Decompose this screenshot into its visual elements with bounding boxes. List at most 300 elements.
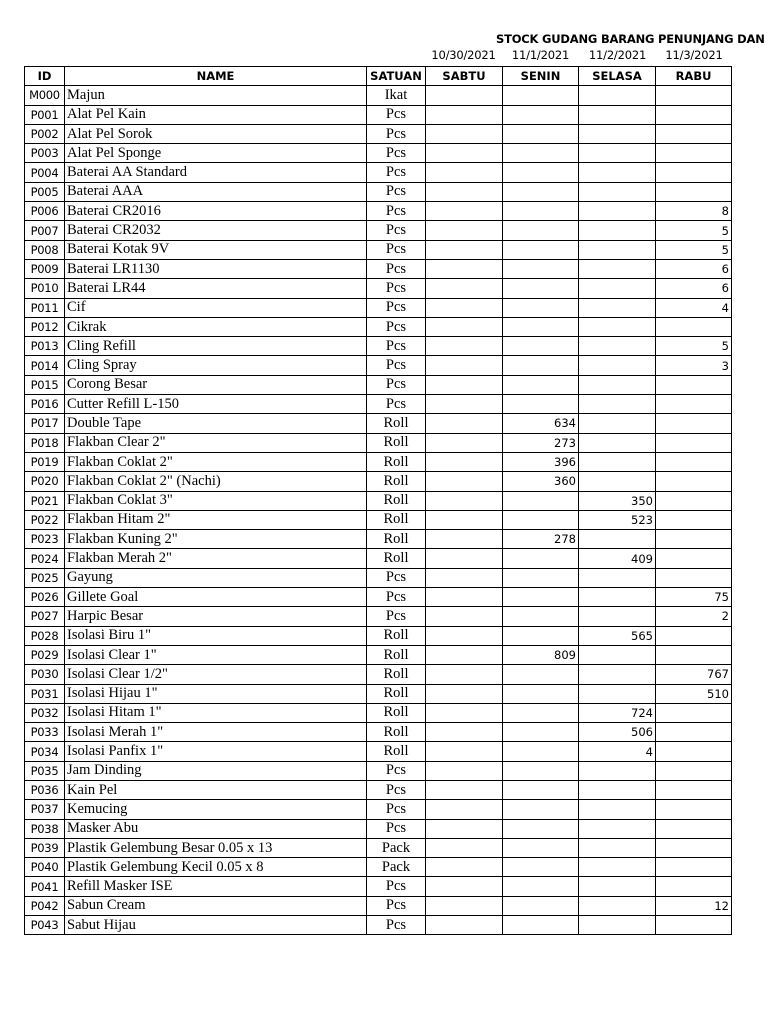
cell-sabtu[interactable] [426,780,503,799]
cell-name[interactable]: Baterai LR1130 [65,259,367,278]
cell-sabtu[interactable] [426,742,503,761]
cell-selasa[interactable] [579,279,656,298]
cell-selasa[interactable]: 506 [579,723,656,742]
cell-id[interactable]: P012 [25,317,65,336]
cell-rabu[interactable]: 5 [656,337,732,356]
cell-id[interactable]: P030 [25,665,65,684]
cell-sabtu[interactable] [426,414,503,433]
cell-name[interactable]: Double Tape [65,414,367,433]
cell-id[interactable]: P024 [25,549,65,568]
cell-name[interactable]: Baterai AAA [65,182,367,201]
cell-rabu[interactable]: 8 [656,202,732,221]
cell-name[interactable]: Isolasi Clear 1" [65,645,367,664]
cell-selasa[interactable] [579,105,656,124]
cell-id[interactable]: P041 [25,877,65,896]
cell-id[interactable]: P026 [25,588,65,607]
cell-selasa[interactable] [579,858,656,877]
cell-rabu[interactable]: 767 [656,665,732,684]
cell-rabu[interactable]: 5 [656,221,732,240]
cell-name[interactable]: Baterai CR2032 [65,221,367,240]
cell-sabtu[interactable] [426,607,503,626]
cell-name[interactable]: Flakban Kuning 2" [65,530,367,549]
cell-senin[interactable]: 396 [503,452,579,471]
cell-rabu[interactable]: 6 [656,279,732,298]
cell-name[interactable]: Plastik Gelembung Kecil 0.05 x 8 [65,858,367,877]
cell-id[interactable]: P040 [25,858,65,877]
cell-name[interactable]: Kemucing [65,800,367,819]
cell-satuan[interactable]: Pcs [367,144,426,163]
cell-rabu[interactable]: 5 [656,240,732,259]
cell-senin[interactable]: 278 [503,530,579,549]
cell-sabtu[interactable] [426,819,503,838]
cell-name[interactable]: Isolasi Panfix 1" [65,742,367,761]
cell-senin[interactable] [503,240,579,259]
cell-id[interactable]: P013 [25,337,65,356]
cell-selasa[interactable] [579,607,656,626]
cell-sabtu[interactable] [426,684,503,703]
cell-senin[interactable] [503,819,579,838]
cell-rabu[interactable] [656,761,732,780]
cell-satuan[interactable]: Pcs [367,259,426,278]
cell-rabu[interactable] [656,819,732,838]
cell-senin[interactable] [503,491,579,510]
cell-senin[interactable] [503,510,579,529]
cell-rabu[interactable] [656,645,732,664]
cell-id[interactable]: P043 [25,916,65,935]
cell-id[interactable]: P001 [25,105,65,124]
cell-id[interactable]: P006 [25,202,65,221]
cell-rabu[interactable] [656,568,732,587]
cell-satuan[interactable]: Pack [367,858,426,877]
cell-senin[interactable] [503,877,579,896]
cell-senin[interactable] [503,202,579,221]
cell-name[interactable]: Isolasi Biru 1" [65,626,367,645]
cell-name[interactable]: Alat Pel Sponge [65,144,367,163]
cell-name[interactable]: Corong Besar [65,375,367,394]
cell-satuan[interactable]: Roll [367,414,426,433]
cell-selasa[interactable] [579,684,656,703]
cell-satuan[interactable]: Roll [367,530,426,549]
cell-selasa[interactable] [579,877,656,896]
cell-sabtu[interactable] [426,549,503,568]
cell-id[interactable]: P038 [25,819,65,838]
cell-satuan[interactable]: Pcs [367,395,426,414]
cell-name[interactable]: Masker Abu [65,819,367,838]
cell-satuan[interactable]: Pcs [367,221,426,240]
cell-id[interactable]: P034 [25,742,65,761]
cell-selasa[interactable] [579,202,656,221]
cell-selasa[interactable]: 565 [579,626,656,645]
cell-id[interactable]: P005 [25,182,65,201]
cell-sabtu[interactable] [426,337,503,356]
cell-id[interactable]: P020 [25,472,65,491]
cell-senin[interactable] [503,858,579,877]
cell-selasa[interactable] [579,530,656,549]
cell-selasa[interactable] [579,568,656,587]
cell-rabu[interactable] [656,780,732,799]
cell-satuan[interactable]: Pcs [367,607,426,626]
cell-selasa[interactable]: 350 [579,491,656,510]
cell-id[interactable]: P007 [25,221,65,240]
cell-rabu[interactable] [656,105,732,124]
cell-senin[interactable] [503,780,579,799]
cell-rabu[interactable]: 75 [656,588,732,607]
cell-selasa[interactable] [579,665,656,684]
cell-id[interactable]: P019 [25,452,65,471]
cell-id[interactable]: P014 [25,356,65,375]
cell-sabtu[interactable] [426,221,503,240]
cell-satuan[interactable]: Ikat [367,86,426,105]
cell-id[interactable]: P035 [25,761,65,780]
cell-satuan[interactable]: Pcs [367,240,426,259]
cell-senin[interactable] [503,703,579,722]
cell-name[interactable]: Refill Masker ISE [65,877,367,896]
header-rabu[interactable]: RABU [656,67,732,86]
cell-id[interactable]: P011 [25,298,65,317]
cell-senin[interactable] [503,742,579,761]
cell-rabu[interactable] [656,549,732,568]
cell-selasa[interactable] [579,645,656,664]
cell-satuan[interactable]: Pcs [367,182,426,201]
cell-sabtu[interactable] [426,279,503,298]
cell-name[interactable]: Gayung [65,568,367,587]
cell-sabtu[interactable] [426,105,503,124]
cell-satuan[interactable]: Pcs [367,279,426,298]
cell-satuan[interactable]: Roll [367,665,426,684]
cell-name[interactable]: Isolasi Clear 1/2" [65,665,367,684]
cell-rabu[interactable]: 3 [656,356,732,375]
cell-satuan[interactable]: Pcs [367,105,426,124]
cell-name[interactable]: Cutter Refill L-150 [65,395,367,414]
cell-sabtu[interactable] [426,356,503,375]
cell-rabu[interactable] [656,375,732,394]
cell-sabtu[interactable] [426,858,503,877]
cell-rabu[interactable] [656,395,732,414]
cell-id[interactable]: P032 [25,703,65,722]
cell-senin[interactable] [503,916,579,935]
cell-selasa[interactable] [579,433,656,452]
cell-rabu[interactable] [656,144,732,163]
cell-selasa[interactable] [579,896,656,915]
cell-rabu[interactable]: 4 [656,298,732,317]
cell-name[interactable]: Flakban Clear 2" [65,433,367,452]
cell-selasa[interactable] [579,124,656,143]
cell-sabtu[interactable] [426,395,503,414]
cell-senin[interactable] [503,761,579,780]
cell-satuan[interactable]: Pcs [367,877,426,896]
cell-satuan[interactable]: Pcs [367,800,426,819]
cell-satuan[interactable]: Pcs [367,761,426,780]
cell-senin[interactable] [503,395,579,414]
cell-selasa[interactable] [579,395,656,414]
cell-name[interactable]: Baterai AA Standard [65,163,367,182]
cell-rabu[interactable]: 12 [656,896,732,915]
cell-sabtu[interactable] [426,877,503,896]
cell-name[interactable]: Jam Dinding [65,761,367,780]
cell-sabtu[interactable] [426,452,503,471]
cell-senin[interactable] [503,86,579,105]
cell-id[interactable]: P033 [25,723,65,742]
cell-name[interactable]: Kain Pel [65,780,367,799]
cell-sabtu[interactable] [426,703,503,722]
cell-sabtu[interactable] [426,240,503,259]
cell-satuan[interactable]: Roll [367,703,426,722]
cell-rabu[interactable] [656,452,732,471]
cell-senin[interactable] [503,317,579,336]
cell-sabtu[interactable] [426,298,503,317]
cell-name[interactable]: Flakban Coklat 2" [65,452,367,471]
cell-selasa[interactable] [579,838,656,857]
cell-satuan[interactable]: Pcs [367,356,426,375]
header-satuan[interactable]: SATUAN [367,67,426,86]
cell-satuan[interactable]: Pcs [367,916,426,935]
cell-name[interactable]: Isolasi Hitam 1" [65,703,367,722]
cell-id[interactable]: P042 [25,896,65,915]
cell-selasa[interactable] [579,298,656,317]
cell-name[interactable]: Majun [65,86,367,105]
cell-sabtu[interactable] [426,491,503,510]
cell-id[interactable]: P039 [25,838,65,857]
header-name[interactable]: NAME [65,67,367,86]
cell-senin[interactable] [503,124,579,143]
cell-senin[interactable] [503,723,579,742]
cell-selasa[interactable] [579,337,656,356]
cell-id[interactable]: P023 [25,530,65,549]
cell-id[interactable]: P015 [25,375,65,394]
cell-rabu[interactable] [656,723,732,742]
cell-selasa[interactable] [579,761,656,780]
cell-sabtu[interactable] [426,472,503,491]
cell-id[interactable]: P017 [25,414,65,433]
cell-rabu[interactable]: 2 [656,607,732,626]
cell-senin[interactable] [503,838,579,857]
cell-senin[interactable] [503,144,579,163]
cell-selasa[interactable]: 523 [579,510,656,529]
cell-senin[interactable] [503,298,579,317]
cell-senin[interactable] [503,665,579,684]
cell-id[interactable]: P031 [25,684,65,703]
cell-rabu[interactable] [656,163,732,182]
cell-satuan[interactable]: Roll [367,452,426,471]
cell-senin[interactable] [503,588,579,607]
cell-senin[interactable]: 273 [503,433,579,452]
header-senin[interactable]: SENIN [503,67,579,86]
cell-satuan[interactable]: Pcs [367,317,426,336]
cell-satuan[interactable]: Roll [367,723,426,742]
cell-sabtu[interactable] [426,433,503,452]
cell-id[interactable]: P010 [25,279,65,298]
cell-name[interactable]: Harpic Besar [65,607,367,626]
cell-rabu[interactable] [656,491,732,510]
cell-sabtu[interactable] [426,838,503,857]
cell-name[interactable]: Flakban Coklat 3" [65,491,367,510]
cell-rabu[interactable]: 6 [656,259,732,278]
cell-senin[interactable] [503,568,579,587]
cell-satuan[interactable]: Pcs [367,375,426,394]
cell-name[interactable]: Cif [65,298,367,317]
cell-satuan[interactable]: Pcs [367,163,426,182]
cell-sabtu[interactable] [426,665,503,684]
cell-selasa[interactable] [579,780,656,799]
cell-id[interactable]: P008 [25,240,65,259]
header-sabtu[interactable]: SABTU [426,67,503,86]
cell-id[interactable]: P016 [25,395,65,414]
cell-selasa[interactable]: 724 [579,703,656,722]
cell-id[interactable]: P002 [25,124,65,143]
cell-sabtu[interactable] [426,800,503,819]
cell-selasa[interactable] [579,819,656,838]
cell-satuan[interactable]: Pcs [367,780,426,799]
cell-selasa[interactable] [579,144,656,163]
cell-sabtu[interactable] [426,530,503,549]
cell-id[interactable]: P022 [25,510,65,529]
cell-id[interactable]: P018 [25,433,65,452]
cell-rabu[interactable] [656,800,732,819]
cell-sabtu[interactable] [426,144,503,163]
cell-selasa[interactable] [579,221,656,240]
cell-senin[interactable] [503,607,579,626]
cell-rabu[interactable] [656,838,732,857]
cell-selasa[interactable]: 4 [579,742,656,761]
cell-senin[interactable] [503,375,579,394]
cell-sabtu[interactable] [426,124,503,143]
cell-rabu[interactable] [656,703,732,722]
cell-satuan[interactable]: Pack [367,838,426,857]
cell-name[interactable]: Sabut Hijau [65,916,367,935]
cell-satuan[interactable]: Pcs [367,337,426,356]
cell-name[interactable]: Baterai Kotak 9V [65,240,367,259]
cell-rabu[interactable] [656,858,732,877]
cell-name[interactable]: Flakban Merah 2" [65,549,367,568]
cell-selasa[interactable] [579,259,656,278]
cell-rabu[interactable] [656,86,732,105]
cell-id[interactable]: M000 [25,86,65,105]
cell-selasa[interactable] [579,800,656,819]
cell-senin[interactable] [503,279,579,298]
cell-sabtu[interactable] [426,916,503,935]
cell-sabtu[interactable] [426,626,503,645]
cell-name[interactable]: Plastik Gelembung Besar 0.05 x 13 [65,838,367,857]
cell-sabtu[interactable] [426,202,503,221]
cell-senin[interactable] [503,105,579,124]
cell-selasa[interactable] [579,240,656,259]
cell-satuan[interactable]: Roll [367,510,426,529]
cell-selasa[interactable] [579,472,656,491]
cell-senin[interactable] [503,896,579,915]
cell-satuan[interactable]: Roll [367,742,426,761]
cell-sabtu[interactable] [426,645,503,664]
cell-rabu[interactable] [656,626,732,645]
cell-sabtu[interactable] [426,588,503,607]
cell-selasa[interactable]: 409 [579,549,656,568]
cell-sabtu[interactable] [426,86,503,105]
cell-id[interactable]: P003 [25,144,65,163]
cell-rabu[interactable] [656,433,732,452]
cell-name[interactable]: Baterai CR2016 [65,202,367,221]
cell-rabu[interactable] [656,317,732,336]
cell-senin[interactable] [503,356,579,375]
header-selasa[interactable]: SELASA [579,67,656,86]
cell-id[interactable]: P037 [25,800,65,819]
cell-id[interactable]: P027 [25,607,65,626]
cell-selasa[interactable] [579,317,656,336]
cell-selasa[interactable] [579,86,656,105]
cell-senin[interactable] [503,182,579,201]
cell-id[interactable]: P028 [25,626,65,645]
cell-name[interactable]: Alat Pel Kain [65,105,367,124]
cell-rabu[interactable] [656,742,732,761]
cell-rabu[interactable] [656,510,732,529]
cell-senin[interactable] [503,163,579,182]
cell-satuan[interactable]: Roll [367,491,426,510]
cell-name[interactable]: Flakban Hitam 2" [65,510,367,529]
cell-sabtu[interactable] [426,510,503,529]
cell-name[interactable]: Cling Refill [65,337,367,356]
cell-name[interactable]: Gillete Goal [65,588,367,607]
cell-satuan[interactable]: Pcs [367,819,426,838]
cell-senin[interactable] [503,259,579,278]
cell-satuan[interactable]: Pcs [367,202,426,221]
cell-sabtu[interactable] [426,182,503,201]
cell-senin[interactable] [503,221,579,240]
cell-selasa[interactable] [579,375,656,394]
cell-rabu[interactable] [656,472,732,491]
cell-id[interactable]: P004 [25,163,65,182]
cell-satuan[interactable]: Pcs [367,298,426,317]
cell-satuan[interactable]: Roll [367,684,426,703]
cell-rabu[interactable] [656,414,732,433]
cell-selasa[interactable] [579,588,656,607]
cell-satuan[interactable]: Roll [367,472,426,491]
cell-sabtu[interactable] [426,568,503,587]
cell-name[interactable]: Flakban Coklat 2" (Nachi) [65,472,367,491]
cell-selasa[interactable] [579,452,656,471]
cell-senin[interactable] [503,684,579,703]
cell-selasa[interactable] [579,414,656,433]
cell-selasa[interactable] [579,163,656,182]
cell-id[interactable]: P021 [25,491,65,510]
cell-selasa[interactable] [579,356,656,375]
cell-sabtu[interactable] [426,896,503,915]
cell-senin[interactable] [503,800,579,819]
cell-senin[interactable] [503,549,579,568]
cell-name[interactable]: Isolasi Merah 1" [65,723,367,742]
cell-sabtu[interactable] [426,317,503,336]
cell-rabu[interactable] [656,916,732,935]
cell-satuan[interactable]: Roll [367,645,426,664]
cell-sabtu[interactable] [426,375,503,394]
cell-sabtu[interactable] [426,723,503,742]
cell-name[interactable]: Sabun Cream [65,896,367,915]
cell-id[interactable]: P025 [25,568,65,587]
cell-selasa[interactable] [579,182,656,201]
cell-rabu[interactable] [656,124,732,143]
cell-name[interactable]: Cling Spray [65,356,367,375]
cell-satuan[interactable]: Pcs [367,896,426,915]
cell-satuan[interactable]: Roll [367,433,426,452]
cell-name[interactable]: Cikrak [65,317,367,336]
cell-id[interactable]: P029 [25,645,65,664]
cell-sabtu[interactable] [426,163,503,182]
cell-satuan[interactable]: Pcs [367,588,426,607]
cell-name[interactable]: Baterai LR44 [65,279,367,298]
cell-senin[interactable]: 809 [503,645,579,664]
cell-senin[interactable] [503,337,579,356]
header-id[interactable]: ID [25,67,65,86]
cell-name[interactable]: Isolasi Hijau 1" [65,684,367,703]
cell-rabu[interactable] [656,530,732,549]
cell-satuan[interactable]: Roll [367,626,426,645]
